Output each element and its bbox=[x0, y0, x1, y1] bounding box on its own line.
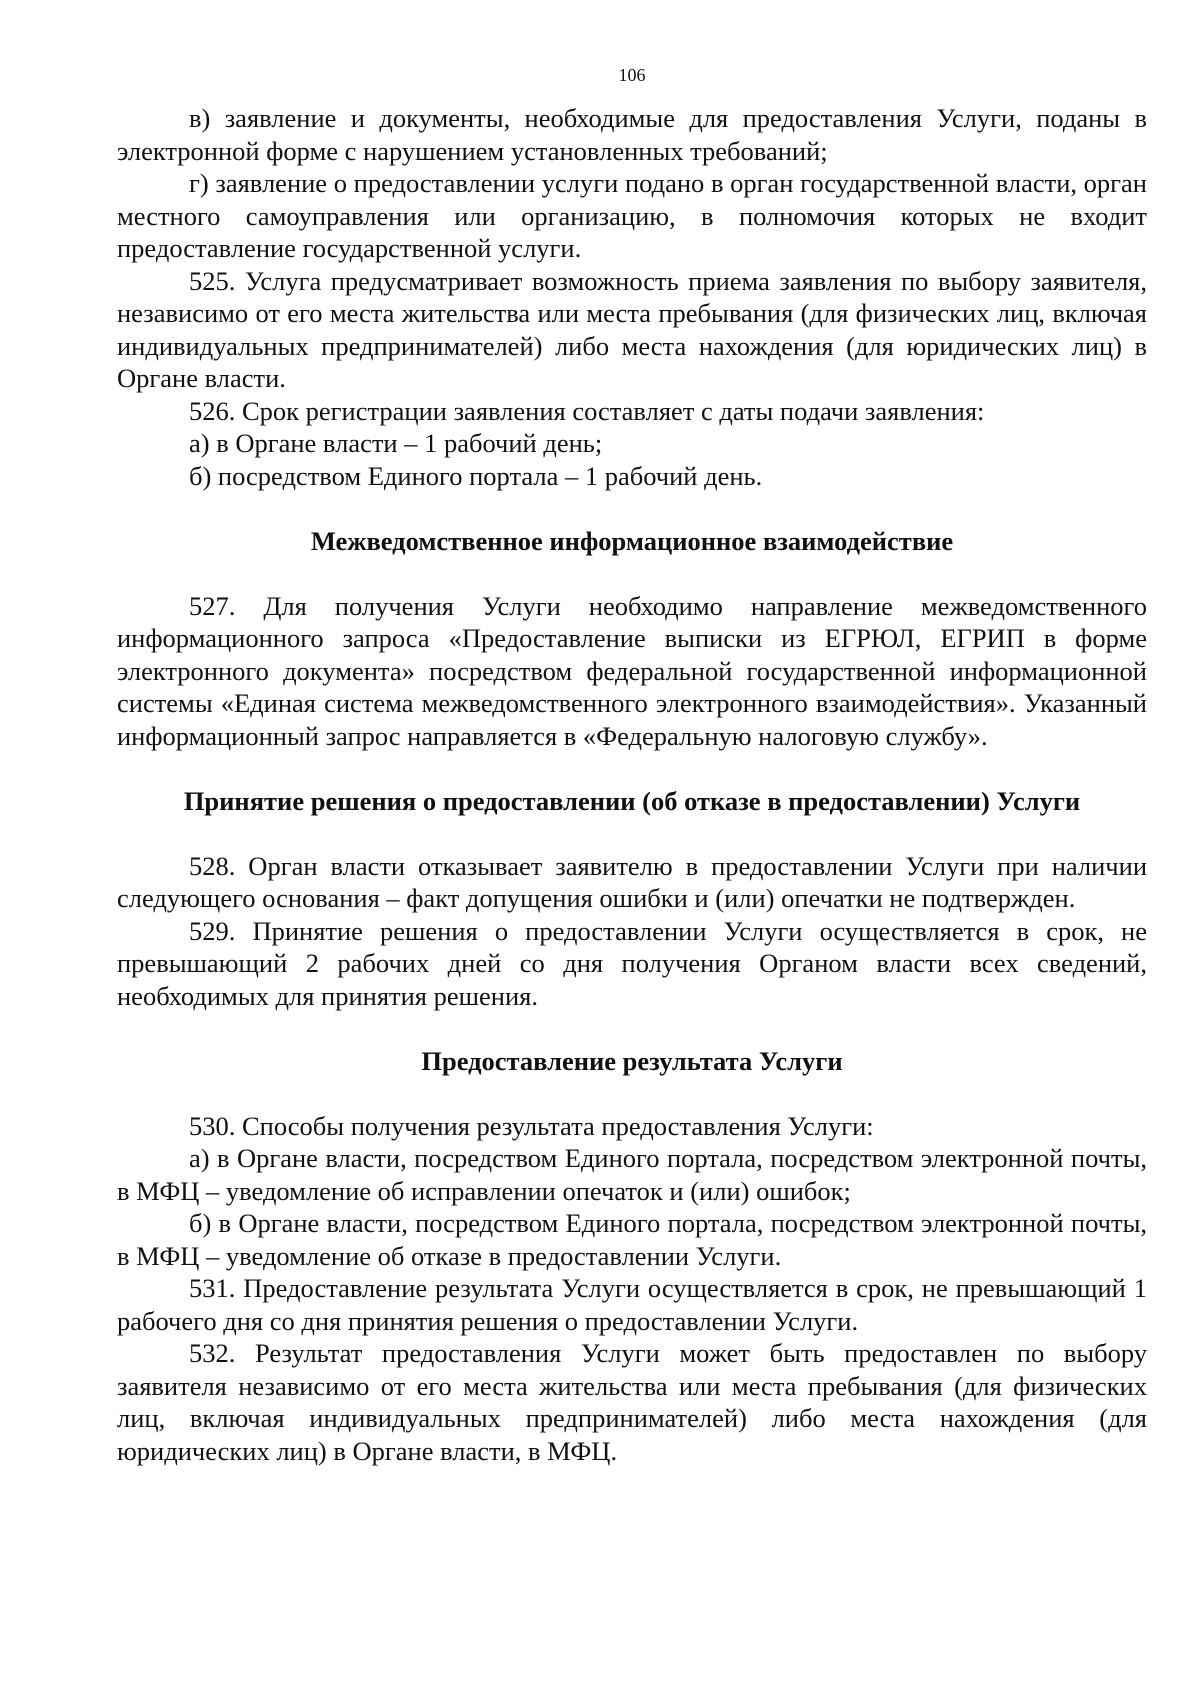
paragraph-527: 527. Для получения Услуги необходимо направление межведомственного информационного запроса «Предоставление выписки из ЕГРЮЛ, ЕГРИП в форме электронного документа» посредством федеральной государственной информационной системы «Единая система межведомственного электронного взаимодействия». Указанный информационный запрос направляется в «Федеральную налоговую службу». bbox=[117, 590, 1147, 751]
paragraph-530-a: а) в Органе власти, посредством Единого портала, посредством электронной почты, в МФЦ – уведомление об исправлении опечаток и (или) ошибок; bbox=[117, 1143, 1147, 1206]
section-heading-interagency: Межведомственное информационное взаимодействие bbox=[310, 526, 954, 556]
paragraph-530: 530. Способы получения результата предоставления Услуги: bbox=[189, 1110, 874, 1141]
paragraph-item-v: в) заявление и документы, необходимые для предоставления Услуги, поданы в электронной форме с нарушением установленных требований; bbox=[117, 103, 1147, 166]
document-page bbox=[117, 64, 1147, 1467]
paragraph-529: 529. Принятие решения о предоставлении Услуги осуществляется в срок, не превышающий 2 рабочих дней со дня получения Органом власти всех сведений, необходимых для принятия решения. bbox=[117, 915, 1147, 1011]
paragraph-532: 532. Результат предоставления Услуги может быть предоставлен по выбору заявителя независимо от его места жительства или места пребывания (для физических лиц, включая индивидуальных предпринимателей) либо места нахождения (для юридических лиц) в Органе власти, в МФЦ. bbox=[117, 1338, 1147, 1466]
paragraph-528: 528. Орган власти отказывает заявителю в предоставлении Услуги при наличии следующего основания – факт допущения ошибки и (или) опечатки не подтвержден. bbox=[117, 850, 1147, 913]
paragraph-530-b: б) в Органе власти, посредством Единого портала, посредством электронной почты, в МФЦ – уведомление об отказе в предоставлении Услуги. bbox=[117, 1208, 1147, 1271]
paragraph-526-b: б) посредством Единого портала – 1 рабочий день. bbox=[189, 460, 763, 491]
paragraph-item-g: г) заявление о предоставлении услуги подано в орган государственной власти, орган местного самоуправления или организацию, в полномочия которых не входит предоставление государственной услуги. bbox=[117, 168, 1147, 263]
paragraph-526-a: а) в Органе власти – 1 рабочий день; bbox=[189, 428, 603, 458]
section-heading-decision: Принятие решения о предоставлении (об отказе в предоставлении) Услуги bbox=[183, 786, 1081, 816]
paragraph-525: 525. Услуга предусматривает возможность приема заявления по выбору заявителя, независимо от его места жительства или места пребывания (для физических лиц, включая индивидуальных предпринимателей) либо места нахождения (для юридических лиц) в Органе власти. bbox=[117, 265, 1147, 393]
page-number: 106 bbox=[618, 65, 646, 85]
paragraph-526: 526. Срок регистрации заявления составляет с даты подачи заявления: bbox=[189, 395, 985, 426]
paragraph-531: 531. Предоставление результата Услуги осуществляется в срок, не превышающий 1 рабочего дня со дня принятия решения о предоставлении Услуги. bbox=[117, 1273, 1147, 1336]
section-heading-result: Предоставление результата Услуги bbox=[421, 1046, 843, 1076]
